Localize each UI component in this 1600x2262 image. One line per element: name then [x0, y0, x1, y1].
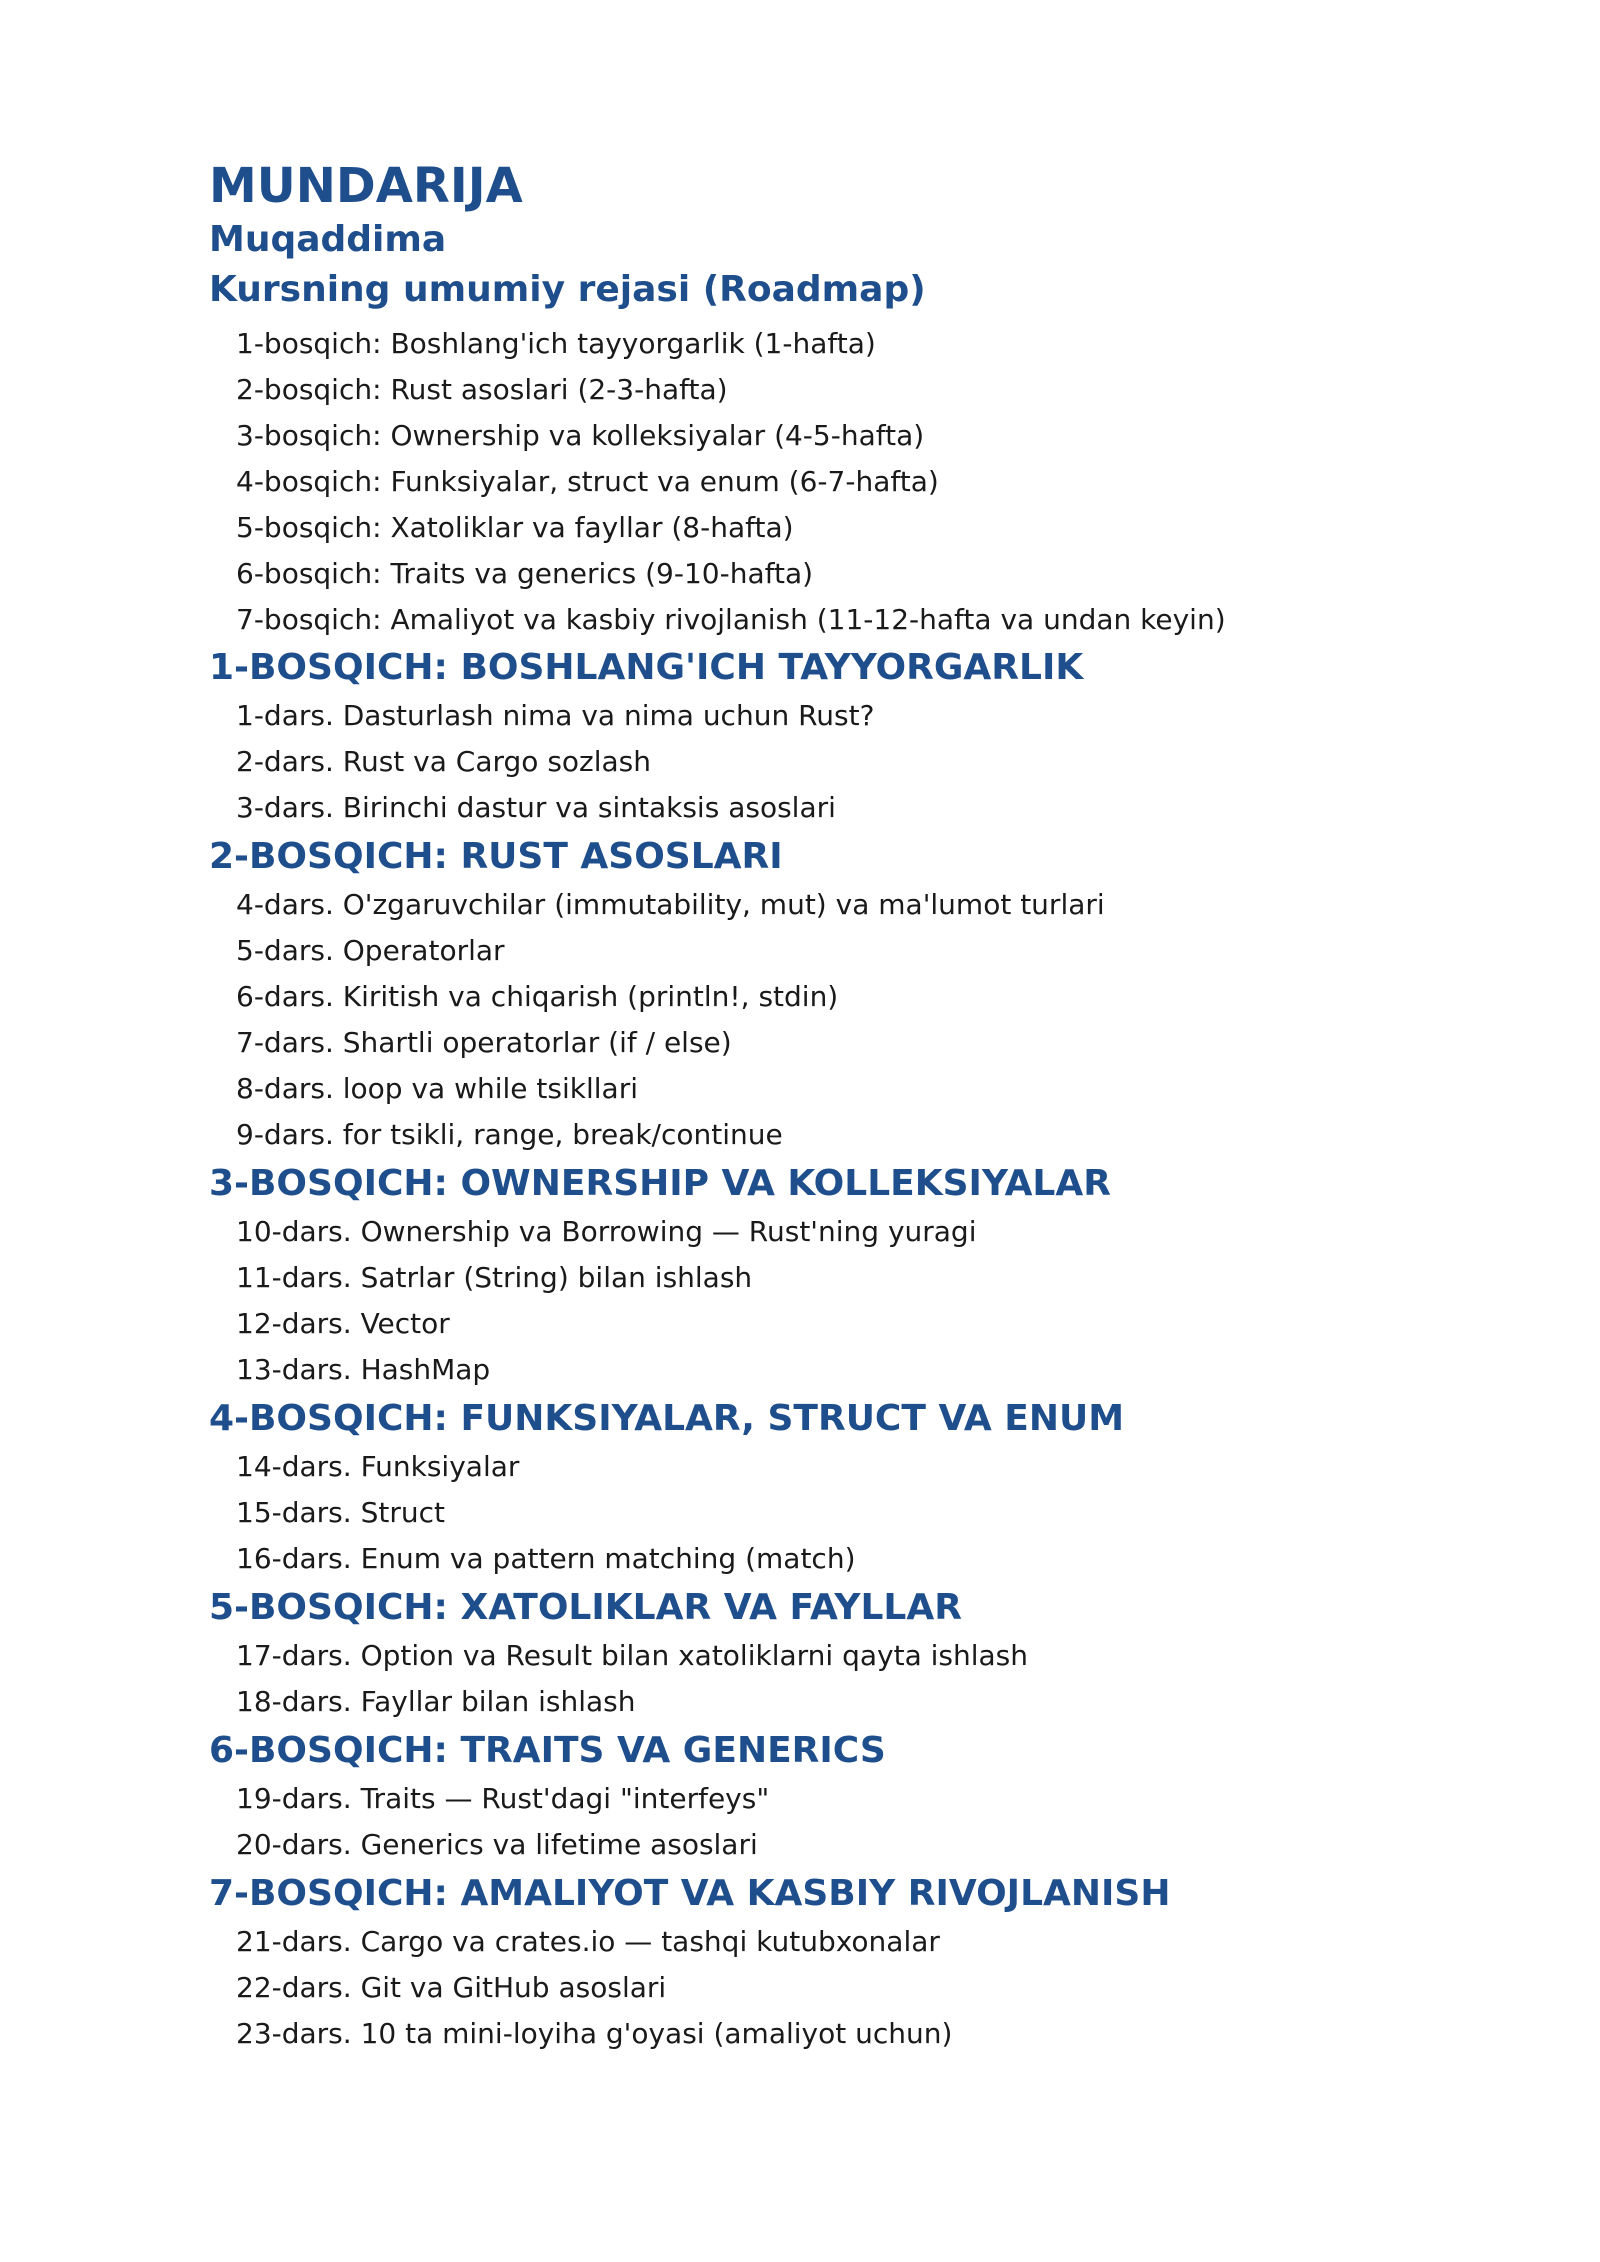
toc-item[interactable]: 1-dars. Dasturlash nima va nima uchun Rust?: [236, 699, 875, 732]
toc-item[interactable]: 20-dars. Generics va lifetime asoslari: [236, 1828, 758, 1861]
toc-item[interactable]: 8-dars. loop va while tsikllari: [236, 1072, 638, 1105]
toc-section: [209, 1583, 1449, 1725]
toc-item[interactable]: 6-dars. Kiritish va chiqarish (println!, stdin): [236, 980, 839, 1013]
roadmap-list: [209, 321, 1449, 643]
toc-item[interactable]: 5-bosqich: Xatoliklar va fayllar (8-hafta): [236, 511, 794, 544]
toc-item[interactable]: 16-dars. Enum va pattern matching (match): [236, 1542, 856, 1575]
toc-section: [209, 1394, 1449, 1582]
stages-list: [209, 643, 1449, 2057]
toc-section: [209, 1159, 1449, 1393]
toc-item[interactable]: 2-bosqich: Rust asoslari (2-3-hafta): [236, 373, 728, 406]
toc-item[interactable]: 3-dars. Birinchi dastur va sintaksis asoslari: [236, 791, 836, 824]
toc-section-heading[interactable]: 6-BOSQICH: TRAITS VA GENERICS: [209, 1730, 886, 1771]
toc-section: [209, 832, 1449, 1158]
toc-section: [209, 1726, 1449, 1868]
toc-item[interactable]: 23-dars. 10 ta mini-loyiha g'oyasi (amaliyot uchun): [236, 2017, 953, 2050]
toc-section: [209, 1869, 1449, 2057]
toc-item[interactable]: 12-dars. Vector: [236, 1307, 450, 1340]
toc-item[interactable]: 1-bosqich: Boshlang'ich tayyorgarlik (1-hafta): [236, 327, 876, 360]
toc-section-heading[interactable]: 4-BOSQICH: FUNKSIYALAR, STRUCT VA ENUM: [209, 1398, 1125, 1439]
toc-item[interactable]: 17-dars. Option va Result bilan xatoliklarni qayta ishlash: [236, 1639, 1029, 1672]
table-of-contents: [209, 150, 1449, 2057]
toc-item[interactable]: 11-dars. Satrlar (String) bilan ishlash: [236, 1261, 753, 1294]
toc-item[interactable]: 7-bosqich: Amaliyot va kasbiy rivojlanish (11-12-hafta va undan keyin): [236, 603, 1226, 636]
toc-item[interactable]: 15-dars. Struct: [236, 1496, 445, 1529]
toc-item[interactable]: 18-dars. Fayllar bilan ishlash: [236, 1685, 636, 1718]
toc-section-heading[interactable]: 5-BOSQICH: XATOLIKLAR VA FAYLLAR: [209, 1587, 962, 1628]
toc-item[interactable]: 7-dars. Shartli operatorlar (if / else): [236, 1026, 732, 1059]
toc-title: MUNDARIJA: [209, 158, 523, 214]
toc-item[interactable]: 4-dars. O'zgaruvchilar (immutability, mut) va ma'lumot turlari: [236, 888, 1105, 921]
toc-item[interactable]: 3-bosqich: Ownership va kolleksiyalar (4-5-hafta): [236, 419, 925, 452]
toc-section-heading[interactable]: 3-BOSQICH: OWNERSHIP VA KOLLEKSIYALAR: [209, 1163, 1111, 1204]
toc-item[interactable]: 4-bosqich: Funksiyalar, struct va enum (6-7-hafta): [236, 465, 939, 498]
toc-section-heading[interactable]: 2-BOSQICH: RUST ASOSLARI: [209, 836, 783, 877]
toc-section-heading[interactable]: 7-BOSQICH: AMALIYOT VA KASBIY RIVOJLANISH: [209, 1873, 1171, 1914]
toc-section: [209, 643, 1449, 831]
toc-item[interactable]: 14-dars. Funksiyalar: [236, 1450, 520, 1483]
toc-item[interactable]: 6-bosqich: Traits va generics (9-10-hafta): [236, 557, 814, 590]
toc-item[interactable]: 2-dars. Rust va Cargo sozlash: [236, 745, 652, 778]
toc-section-heading[interactable]: 1-BOSQICH: BOSHLANG'ICH TAYYORGARLIK: [209, 647, 1084, 688]
toc-heading-intro[interactable]: Muqaddima: [209, 219, 447, 260]
toc-heading-roadmap[interactable]: Kursning umumiy rejasi (Roadmap): [209, 269, 926, 310]
toc-item[interactable]: 5-dars. Operatorlar: [236, 934, 505, 967]
toc-item[interactable]: 19-dars. Traits — Rust'dagi "interfeys": [236, 1782, 770, 1815]
toc-item[interactable]: 21-dars. Cargo va crates.io — tashqi kutubxonalar: [236, 1925, 940, 1958]
toc-item[interactable]: 9-dars. for tsikli, range, break/continue: [236, 1118, 783, 1151]
toc-item[interactable]: 22-dars. Git va GitHub asoslari: [236, 1971, 667, 2004]
toc-item[interactable]: 10-dars. Ownership va Borrowing — Rust'ning yuragi: [236, 1215, 977, 1248]
toc-item[interactable]: 13-dars. HashMap: [236, 1353, 491, 1386]
